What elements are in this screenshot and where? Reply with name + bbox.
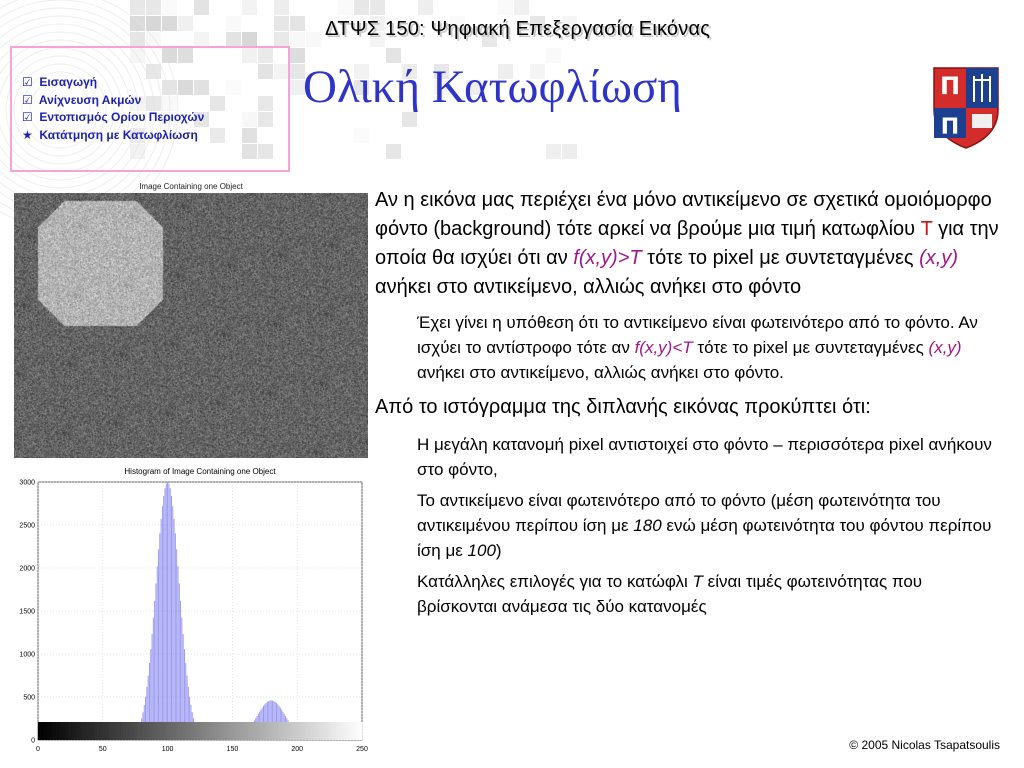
gray-ramp-cell [227,722,230,740]
checkbox-icon: ☑ [22,110,33,124]
y-tick-label: 2000 [19,565,35,573]
y-tick-label: 1000 [19,651,35,659]
gray-ramp-cell [111,722,114,740]
x-tick-label: 50 [98,746,107,753]
outline-item-label: Ανίχνευση Ακμών [38,92,142,107]
outline-item-intro[interactable] [22,74,288,92]
gray-ramp-cell [300,722,303,740]
gray-ramp-cell [67,722,70,740]
coordinates: (x,y) [928,338,962,357]
paragraph-sub-background: Η μεγάλη κατανομή pixel αντιστοιχεί στο φόντο – περισσότερα pixel ανήκουν στο φόντο, [417,435,992,479]
outline-box [10,46,290,172]
x-tick-label: 0 [36,746,40,753]
gray-ramp-cell [282,722,285,740]
gray-ramp-cell [126,722,129,740]
image-title: Image Containing one Object [139,182,243,191]
gray-ramp-cell [121,722,124,740]
gray-ramp-cell [235,722,238,740]
gray-ramp-cell [87,722,90,740]
gray-ramp-cell [175,722,178,740]
gray-ramp-cell [230,722,233,740]
gray-ramp-cell [359,722,362,740]
gray-ramp-cell [289,722,292,740]
gray-ramp-cell [59,722,62,740]
gray-ramp-cell [305,722,308,740]
gray-ramp-cell [339,722,342,740]
gray-ramp-cell [113,722,116,740]
gray-ramp-cell [134,722,137,740]
logo-letter-top: Π [939,72,961,100]
gray-ramp-cell [90,722,93,740]
gray-ramp-cell [54,722,57,740]
gray-ramp-cell [261,722,264,740]
gray-ramp-cell [287,722,290,740]
gray-ramp-cell [245,722,248,740]
y-tick-label: 500 [23,694,35,702]
outline-item-boundaries[interactable] [22,109,288,127]
gray-ramp-cell [168,722,171,740]
gray-ramp-cell [173,722,176,740]
gray-ramp-cell [336,722,339,740]
slide-body [375,186,1005,619]
gray-ramp-cell [160,722,163,740]
gray-ramp-cell [155,722,158,740]
condition-greater: f(x,y)>T [573,247,642,269]
gray-ramp-cell [354,722,357,740]
gray-ramp-cell [82,722,85,740]
outline-item-label: Εντοπισμός Ορίου Περιοχών [39,110,205,124]
gray-ramp-cell [326,722,329,740]
gray-ramp-cell [199,722,202,740]
gray-ramp-cell [274,722,277,740]
gray-ramp-cell [61,722,64,740]
gray-ramp-cell [38,722,41,740]
gray-ramp-cell [238,722,241,740]
gray-ramp-cell [103,722,106,740]
gray-ramp-cell [147,722,150,740]
paragraph-sub-threshold: Κατάλληλες επιλογές για το κατώφλι T είναι τιμές φωτεινότητας που βρίσκονται ανάμεσα τις δύο κατανομές [417,572,923,616]
gray-ramp-cell [204,722,207,740]
paragraph-histogram: Από το ιστόγραμμα της διπλανής εικόνας προκύπτει ότι: [375,396,871,418]
gray-ramp-cell [157,722,160,740]
gray-ramp-cell [162,722,165,740]
gray-ramp-cell [79,722,82,740]
gray-ramp-cell [212,722,215,740]
gray-ramp-cell [95,722,98,740]
noisy-object-image [14,193,368,458]
outline-item-edges[interactable] [22,92,288,110]
gray-ramp-cell [341,722,344,740]
gray-ramp-cell [131,722,134,740]
gray-ramp-cell [105,722,108,740]
gray-ramp-cell [139,722,142,740]
gray-ramp-cell [344,722,347,740]
gray-ramp-cell [209,722,212,740]
gray-ramp-cell [77,722,80,740]
y-tick-label: 0 [31,737,35,745]
gray-ramp-cell [302,722,305,740]
gray-ramp-cell [248,722,251,740]
gray-ramp-cell [271,722,274,740]
gray-ramp-cell [357,722,360,740]
gray-ramp-cell [217,722,220,740]
coordinates: (x,y) [919,247,958,269]
gray-ramp-cell [269,722,272,740]
gray-ramp-cell [194,722,197,740]
gray-ramp-cell [321,722,324,740]
gray-ramp-cell [51,722,54,740]
gray-ramp-cell [266,722,269,740]
gray-ramp-cell [46,722,49,740]
gray-ramp-cell [64,722,67,740]
gray-ramp-cell [85,722,88,740]
gray-ramp-cell [181,722,184,740]
gray-ramp-cell [41,722,44,740]
gray-ramp-cell [292,722,295,740]
gray-ramp-cell [178,722,181,740]
gray-ramp-cell [98,722,101,740]
gray-ramp-cell [315,722,318,740]
slide-title: Ολική Κατωφλίωση [303,61,682,113]
gray-ramp-cell [264,722,267,740]
gray-ramp-cell [225,722,228,740]
gray-ramp-cell [48,722,51,740]
gray-ramp-cell [349,722,352,740]
gray-ramp-cell [72,722,75,740]
condition-less: f(x,y)<T [634,338,693,357]
gray-ramp-cell [196,722,199,740]
gray-ramp-cell [297,722,300,740]
gray-ramp-cell [308,722,311,740]
gray-ramp-cell [232,722,235,740]
x-tick-label: 100 [161,746,174,753]
gray-ramp-cell [43,722,46,740]
gray-ramp-cell [219,722,222,740]
gray-ramp-cell [136,722,139,740]
gray-ramp-cell [170,722,173,740]
gray-ramp-cell [183,722,186,740]
paragraph-main: Αν η εικόνα μας περιέχει ένα μόνο αντικείμενο σε σχετικά ομοιόμορφο φόντο (background) τότε αρκεί να βρούμε μια τιμή κατωφλίου T για την οποία θα ισχύει ότι αν f(x,y)>T τότε το pixel με συντεταγμένες (x,y) ανήκει στο αντικείμενο, αλλιώς ανήκει στο φόντο [375,189,999,298]
x-tick-label: 150 [226,746,239,753]
gray-ramp-cell [253,722,256,740]
x-tick-label: 250 [356,746,368,753]
paragraph-sub-assumption: Έχει γίνει η υπόθεση ότι το αντικείμενο είναι φωτεινότερο από το φόντο. Αν ισχύει το αντίστροφο τότε αν f(x,y)<T τότε το pixel με συντεταγμένες (x,y) ανήκει στο αντικείμενο, αλλιώς ανήκει στο φόντο. [417,313,978,382]
gray-ramp-cell [201,722,204,740]
gray-ramp-cell [318,722,321,740]
logo-letter-bottom: Π [940,115,960,140]
course-title: ΔΤΨΣ 150: Ψηφιακή Επεξεργασία Εικόνας [325,18,711,40]
gray-ramp-cell [56,722,59,740]
gray-ramp-cell [333,722,336,740]
gray-ramp-cell [352,722,355,740]
outline-item-thresholding[interactable] [22,127,288,145]
gray-ramp-cell [284,722,287,740]
copyright-notice: © 2005 Nicolas Tsapatsoulis [849,738,1000,752]
gray-ramp-cell [206,722,209,740]
gray-ramp-cell [116,722,119,740]
y-tick-label: 2500 [19,522,35,530]
outline-item-label: Κατάτμηση με Κατωφλίωση [39,127,198,142]
gray-ramp-cell [152,722,155,740]
gray-ramp-cell [92,722,95,740]
checkbox-icon: ☑ [22,75,33,89]
y-tick-label: 1500 [19,608,35,616]
gray-ramp-cell [240,722,243,740]
gray-ramp-cell [74,722,77,740]
checkbox-icon: ☑ [22,92,33,107]
histogram-chart [12,467,368,754]
gray-ramp-cell [310,722,313,740]
gray-ramp-cell [328,722,331,740]
gray-ramp-cell [124,722,127,740]
gray-ramp-cell [346,722,349,740]
y-tick-label: 3000 [19,479,35,487]
gray-ramp-cell [276,722,279,740]
gray-ramp-cell [313,722,316,740]
gray-ramp-cell [295,722,298,740]
gray-ramp-cell [69,722,72,740]
star-icon: ★ [22,127,33,142]
gray-ramp-cell [191,722,194,740]
histogram-title: Histogram of Image Containing one Object [124,467,276,476]
gray-ramp-cell [165,722,168,740]
x-tick-label: 200 [291,746,304,753]
gray-ramp-cell [251,722,254,740]
gray-ramp-cell [323,722,326,740]
gray-ramp-cell [100,722,103,740]
gray-ramp-cell [331,722,334,740]
gray-ramp-cell [188,722,191,740]
gray-ramp-cell [243,722,246,740]
gray-ramp-cell [142,722,145,740]
gray-ramp-cell [144,722,147,740]
gray-ramp-cell [149,722,152,740]
gray-ramp-cell [279,722,282,740]
gray-ramp-cell [129,722,132,740]
gray-ramp-cell [258,722,261,740]
outline-item-label: Εισαγωγή [39,75,98,89]
gray-ramp-cell [186,722,189,740]
threshold-symbol: T [920,218,933,240]
gray-ramp-cell [118,722,121,740]
paragraph-sub-object: Το αντικείμενο είναι φωτεινότερο από το φόντο (μέση φωτεινότητα του αντικειμένου περίπου ίση με 180 ενώ μέση φωτεινότητα του φόντου περίπου ίση με 100) [417,491,992,560]
gray-ramp-cell [256,722,259,740]
gray-ramp-cell [108,722,111,740]
university-crest-icon [930,66,1002,150]
gray-ramp-cell [222,722,225,740]
gray-ramp-cell [214,722,217,740]
